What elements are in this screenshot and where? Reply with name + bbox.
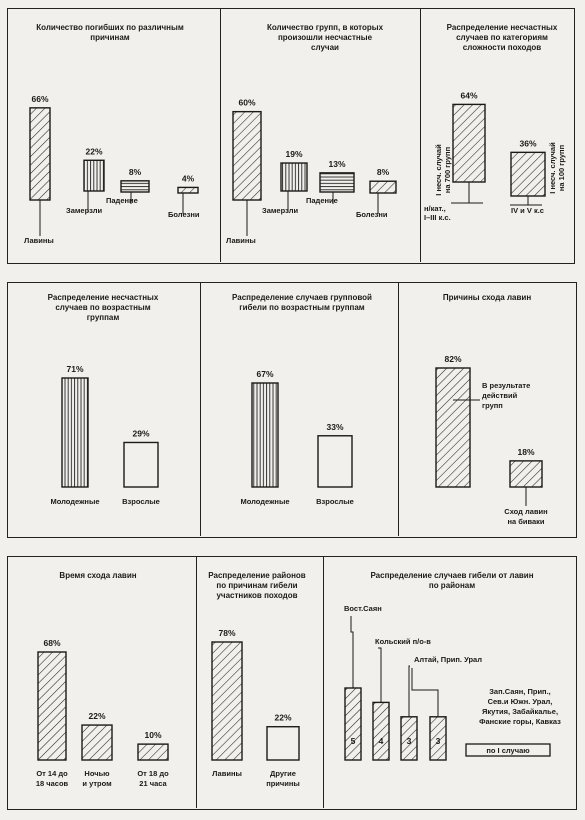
category-label: От 14 до	[36, 769, 68, 778]
bar-value-label: 68%	[43, 638, 61, 648]
bar	[511, 152, 545, 196]
chart-title: гибели по возрастным группам	[239, 303, 365, 312]
chart-title: участников походов	[216, 591, 298, 600]
bar	[82, 725, 112, 760]
bar-value-label: 4%	[181, 173, 195, 184]
chart-title: Распределение несчастных	[446, 23, 558, 32]
chart-title: по районам	[428, 581, 476, 590]
bar-side-label: на 100 групп	[557, 144, 566, 192]
bar	[453, 104, 485, 182]
bar-side-label: на 700 групп	[443, 146, 452, 194]
other-regions-label: Якутия, Забайкалье,	[481, 707, 559, 716]
category-label: действий	[482, 391, 518, 400]
bar	[178, 187, 198, 193]
category-label: Падение	[106, 196, 138, 205]
bar-value-label: 3	[406, 736, 412, 746]
other-regions-label: Фанские горы, Кавказ	[479, 717, 561, 726]
bar	[318, 436, 352, 487]
bar	[267, 727, 299, 760]
category-label: IV и V к.с	[511, 206, 544, 215]
chart-title: Распределение случаев групповой	[232, 293, 372, 302]
chart-title: случаев по категориям	[456, 33, 548, 42]
category-label: Замерзли	[262, 206, 299, 215]
category-label: Болезни	[168, 210, 200, 219]
bar	[233, 112, 261, 200]
chart-title: Распределение случаев гибели от лавин	[370, 571, 534, 580]
bar-side-label: I несч. случай	[548, 142, 557, 194]
bar	[138, 744, 168, 760]
category-label: н/кат.,	[424, 204, 446, 213]
bar-value-label: 5	[350, 736, 356, 746]
bar-value-label: 10%	[144, 730, 162, 741]
bar-value-label: 60%	[238, 97, 256, 108]
connector-line	[351, 616, 353, 688]
category-label: Молодежные	[240, 497, 290, 506]
chart-title: по причинам гибели	[216, 581, 298, 590]
chart-title: причинам	[90, 33, 130, 42]
category-label: Сход лавин	[504, 507, 548, 516]
chart-title: произошли несчастные	[277, 33, 373, 42]
category-label: В результате	[482, 381, 531, 390]
bar-value-label: 66%	[31, 93, 49, 104]
bar-value-label: 3	[435, 736, 441, 746]
chart-title: Время схода лавин	[59, 571, 137, 580]
category-label: Замерзли	[66, 206, 103, 215]
chart-title: Количество погибших по различным	[36, 23, 184, 32]
bar-value-label: 29%	[132, 428, 150, 439]
bar-value-label: 13%	[328, 158, 346, 169]
category-label: Другие	[270, 769, 296, 778]
bar	[370, 181, 396, 193]
chart-title: случаев по возрастным	[55, 303, 151, 312]
bar-value-label: 22%	[85, 146, 103, 157]
bar-value-label: 19%	[285, 149, 303, 160]
region-label: Кольский п/о-в	[375, 637, 431, 646]
chart-title: Причины схода лавин	[442, 293, 532, 302]
bar-value-label: 22%	[274, 712, 292, 723]
bar-value-label: 78%	[218, 628, 236, 638]
bar	[345, 688, 361, 760]
chart-title: группам	[86, 313, 120, 322]
category-label: От 18 до	[137, 769, 169, 778]
category-label: Лавины	[24, 236, 54, 245]
bar	[320, 173, 354, 192]
bar-value-label: 18%	[517, 446, 535, 457]
bar	[252, 383, 278, 487]
bar	[124, 442, 158, 487]
other-regions-label: Зап.Саян, Прип.,	[489, 687, 551, 696]
category-label: на биваки	[507, 517, 545, 526]
bar	[38, 652, 66, 760]
category-label: Взрослые	[122, 497, 160, 506]
bar	[62, 378, 88, 487]
other-regions-label: Сев.и Южн. Урал,	[487, 697, 553, 706]
category-label: Лавины	[212, 769, 242, 778]
bar-value-label: 71%	[66, 364, 84, 374]
category-label: Взрослые	[316, 497, 354, 506]
chart-title: Количество групп, в которых	[266, 23, 384, 32]
bar-value-label: 8%	[376, 167, 390, 178]
category-label: Молодежные	[50, 497, 100, 506]
chart-title: случаи	[311, 43, 339, 52]
bar	[373, 702, 389, 760]
bar	[30, 108, 50, 200]
bar	[436, 368, 470, 487]
connector-line	[409, 666, 410, 717]
category-label: Падение	[306, 196, 338, 205]
bar-value-label: 82%	[444, 354, 462, 364]
category-label: Болезни	[356, 210, 388, 219]
bar-value-label: 22%	[88, 711, 106, 722]
category-label: Лавины	[226, 236, 256, 245]
category-label: Ночью	[84, 769, 110, 778]
chart-title: Распределение районов	[208, 571, 306, 580]
bar-value-label: 64%	[460, 90, 478, 101]
category-label: I–III к.с.	[424, 213, 451, 222]
connector-line	[412, 668, 438, 717]
region-label: Вост.Саян	[344, 604, 382, 613]
category-label: групп	[482, 401, 503, 410]
bar	[84, 160, 104, 191]
connector-line	[378, 648, 381, 702]
bar-value-label: 33%	[326, 421, 344, 432]
chart-title: сложности походов	[462, 43, 542, 52]
chart-title: Распределение несчастных	[47, 293, 159, 302]
region-label: Алтай, Прип. Урал	[414, 655, 482, 664]
bar	[281, 163, 307, 191]
bar-side-label: I несч. случай	[434, 144, 443, 196]
bar	[212, 642, 242, 760]
bar	[510, 461, 542, 487]
bar	[121, 181, 149, 192]
other-regions-value: по I случаю	[486, 746, 530, 755]
bar-value-label: 36%	[519, 138, 537, 149]
category-label: 21 часа	[139, 779, 167, 788]
category-label: и утром	[82, 779, 112, 788]
bar-value-label: 67%	[256, 369, 274, 379]
category-label: причины	[266, 779, 300, 788]
bar-value-label: 8%	[128, 166, 142, 177]
bar-value-label: 4	[378, 736, 384, 746]
category-label: 18 часов	[35, 779, 69, 788]
